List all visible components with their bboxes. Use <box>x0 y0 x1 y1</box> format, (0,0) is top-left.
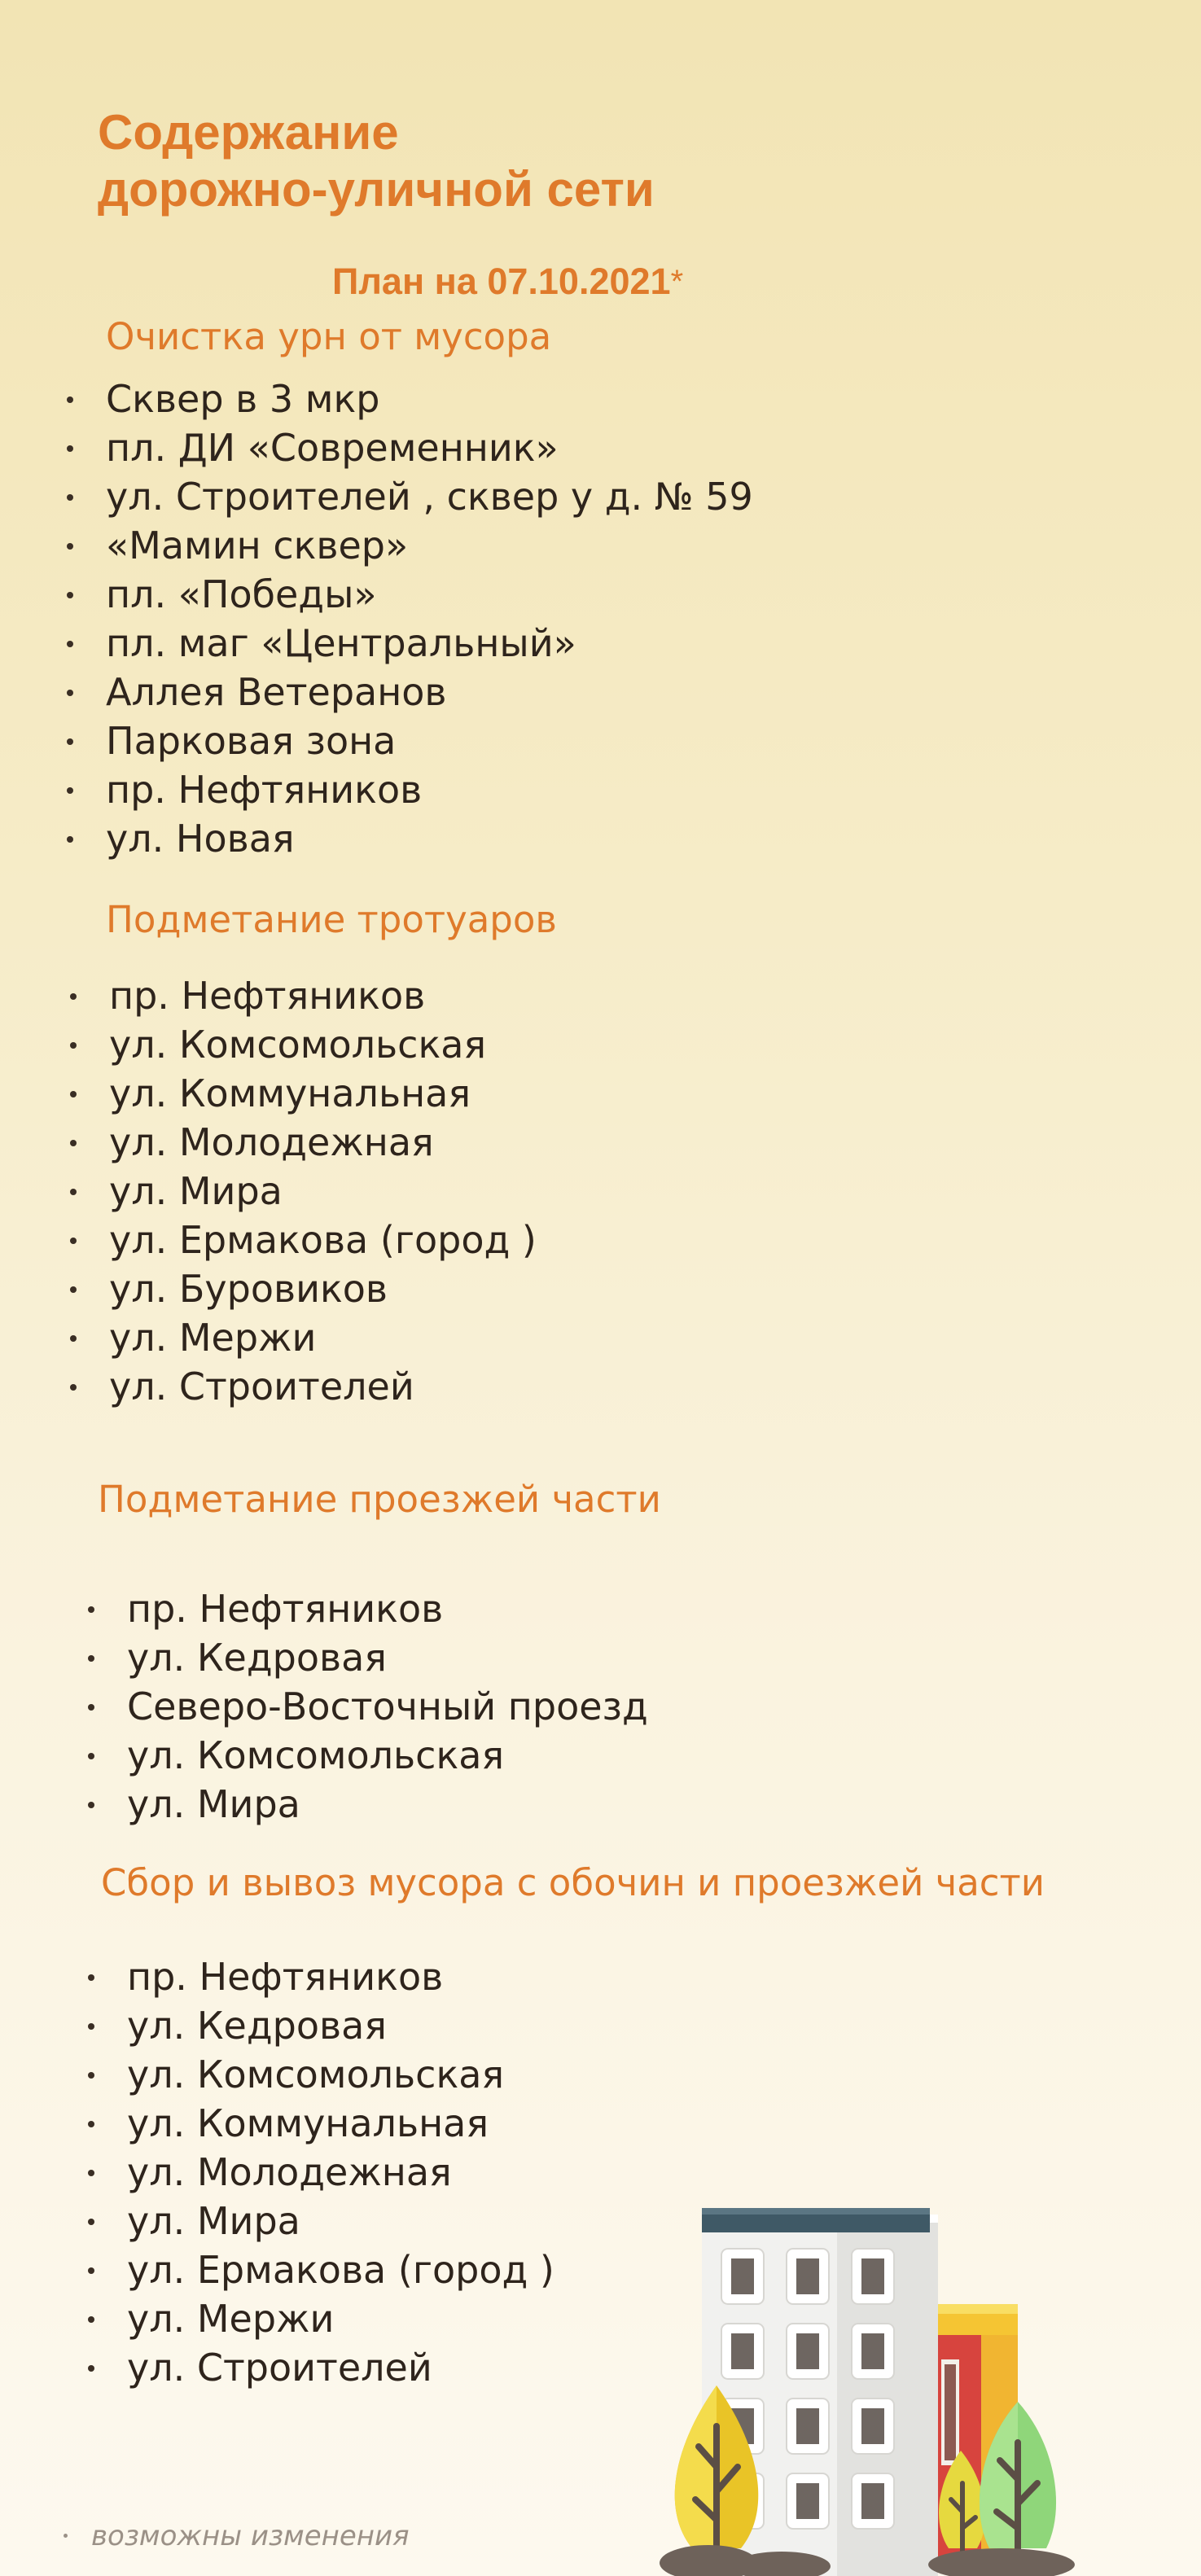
list-item: пл. «Победы» <box>67 570 753 619</box>
page-title <box>98 104 655 218</box>
plan-date-text: План на 07.10.2021 <box>332 261 671 302</box>
list-item: пр. Нефтяников <box>67 765 753 814</box>
list-item: ул. Строителей , сквер у д. № 59 <box>67 472 753 521</box>
section-heading-urns: Очистка урн от мусора <box>106 315 552 358</box>
list-item: ул. Кедровая <box>88 1633 648 1682</box>
list-item: ул. Молодежная <box>88 2148 554 2197</box>
list-item: Парковая зона <box>67 716 753 765</box>
list-sidewalks <box>70 971 537 1411</box>
list-item: ул. Кедровая <box>88 2001 554 2050</box>
footnote: возможны изменения <box>64 2516 410 2556</box>
list-item: ул. Новая <box>67 814 753 863</box>
list-item: Северо-Восточный проезд <box>88 1682 648 1731</box>
list-item: ул. Мира <box>70 1167 537 1216</box>
list-item: ул. Буровиков <box>70 1264 537 1313</box>
list-item: Аллея Ветеранов <box>67 668 753 716</box>
list-item: ул. Мержи <box>70 1313 537 1362</box>
list-garbage <box>88 1952 554 2392</box>
list-item: пр. Нефтяников <box>88 1952 554 2001</box>
list-item: пл. ДИ «Современник» <box>67 423 753 472</box>
list-item: ул. Мира <box>88 1780 648 1829</box>
plan-asterisk: * <box>670 264 684 300</box>
list-item: ул. Комсомольская <box>70 1020 537 1069</box>
title-line-2: дорожно-уличной сети <box>98 162 655 217</box>
list-item: «Мамин сквер» <box>67 521 753 570</box>
title-line-1: Содержание <box>98 105 399 160</box>
list-item: пл. маг «Центральный» <box>67 619 753 668</box>
section-heading-garbage: Сбор и вывоз мусора с обочин и проезжей части <box>101 1861 1045 1904</box>
list-item: ул. Ермакова (город ) <box>88 2245 554 2294</box>
list-item: ул. Коммунальная <box>70 1069 537 1118</box>
section-heading-sidewalks: Подметание тротуаров <box>106 898 557 941</box>
list-roadway <box>88 1584 648 1829</box>
section-heading-roadway: Подметание проезжей части <box>98 1478 661 1521</box>
list-item: Сквер в 3 мкр <box>67 375 753 423</box>
list-item: ул. Строителей <box>88 2343 554 2392</box>
list-item: ул. Мержи <box>88 2294 554 2343</box>
list-urns <box>67 375 753 863</box>
list-item: пр. Нефтяников <box>88 1584 648 1633</box>
list-item: ул. Молодежная <box>70 1118 537 1167</box>
list-item: ул. Строителей <box>70 1362 537 1411</box>
building-and-trees-icon <box>660 2198 1099 2576</box>
list-item: ул. Мира <box>88 2197 554 2245</box>
plan-date <box>332 259 683 304</box>
list-item: ул. Комсомольская <box>88 1731 648 1780</box>
list-item: ул. Коммунальная <box>88 2099 554 2148</box>
list-item: ул. Комсомольская <box>88 2050 554 2099</box>
list-item: ул. Ермакова (город ) <box>70 1216 537 1264</box>
list-item: пр. Нефтяников <box>70 971 537 1020</box>
